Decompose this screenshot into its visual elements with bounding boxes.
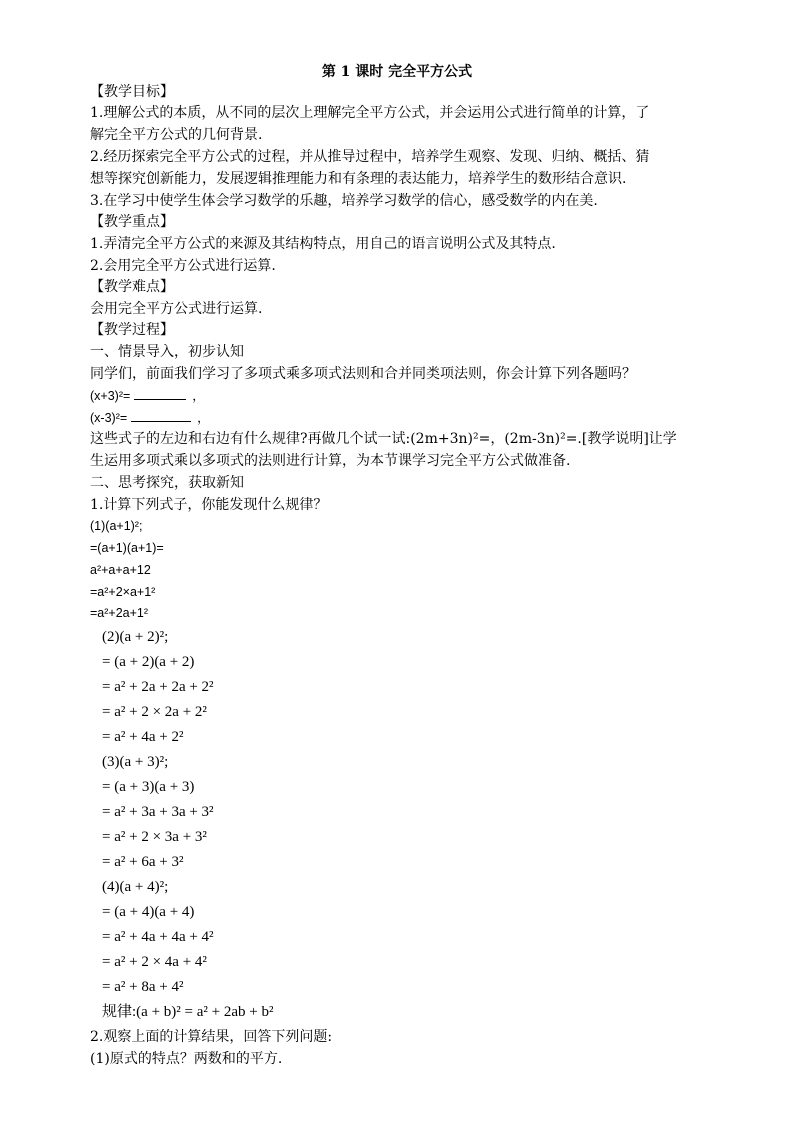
answer-blank	[131, 407, 191, 422]
paragraph-line: (1)原式的特点？两数和的平方.	[90, 1051, 283, 1067]
math-line: = a² + 2a + 2a + 2²	[102, 679, 214, 695]
paragraph-line: 解完全平方公式的几何背景.	[90, 127, 263, 143]
section-heading-key-points: 【教学重点】	[90, 214, 174, 230]
rule-formula: 规律:(a + b)² = a² + 2ab + b²	[102, 1004, 274, 1020]
exercise-expression: (x-3)²=	[90, 411, 128, 425]
math-line: = (a + 2)(a + 2)	[102, 654, 195, 670]
paragraph-line: 同学们，前面我们学习了多项式乘多项式法则和合并同类项法则，你会计算下列各题吗？	[90, 366, 636, 382]
math-line: = a² + 2 × 2a + 2²	[102, 704, 207, 720]
paragraph-line: 会用完全平方公式进行运算.	[90, 301, 263, 317]
formula-line: (1)(a+1)²;	[90, 519, 143, 533]
answer-blank	[134, 385, 186, 400]
subsection-heading: 二、思考探究，获取新知	[90, 475, 244, 491]
paragraph-line: 生运用多项式乘以多项式的法则进行计算，为本节课学习完全平方公式做准备.	[90, 453, 571, 469]
formula-line: a²+a+a+12	[90, 563, 151, 577]
math-line: = (a + 4)(a + 4)	[102, 904, 195, 920]
subsection-heading: 一、情景导入，初步认知	[90, 344, 244, 360]
paragraph-line: 2.经历探索完全平方公式的过程，并从推导过程中，培养学生观察、发现、归纳、概括、猜	[90, 149, 650, 165]
exercise-punct: ，	[197, 411, 210, 425]
math-line: = a² + 6a + 3²	[102, 854, 184, 870]
math-line: = a² + 3a + 3a + 3²	[102, 804, 214, 820]
paragraph-line: 这些式子的左边和右边有什么规律?再做几个试一试:(2m+3n)²=，(2m-3n)²=.[教学说明]让学	[90, 431, 677, 447]
exercise-expression: (x+3)²=	[90, 389, 131, 403]
paragraph-line: 3.在学习中使学生体会学习数学的乐趣，培养学习数学的信心，感受数学的内在美.	[90, 193, 598, 209]
math-line: = a² + 2 × 3a + 3²	[102, 829, 207, 845]
section-heading-process: 【教学过程】	[90, 322, 174, 338]
math-line: = a² + 4a + 2²	[102, 729, 184, 745]
math-line: = a² + 4a + 4a + 4²	[102, 929, 214, 945]
paragraph-line: 1.弄清完全平方公式的来源及其结构特点，用自己的语言说明公式及其特点.	[90, 236, 556, 252]
page-title: 第 1 课时 完全平方公式	[321, 64, 473, 80]
paragraph-line: 2.会用完全平方公式进行运算.	[90, 258, 276, 274]
formula-line: =(a+1)(a+1)=	[90, 541, 164, 555]
math-line: (2)(a + 2)²;	[102, 629, 169, 645]
exercise-line	[90, 384, 205, 408]
math-line: = (a + 3)(a + 3)	[102, 779, 195, 795]
math-line: = a² + 8a + 4²	[102, 979, 184, 995]
paragraph-line: 1.计算下列式子，你能发现什么规律？	[90, 497, 328, 513]
math-line: (3)(a + 3)²;	[102, 754, 169, 770]
paragraph-line: 1.理解公式的本质，从不同的层次上理解完全平方公式，并会运用公式进行简单的计算，了	[90, 105, 650, 121]
math-line: = a² + 2 × 4a + 4²	[102, 954, 207, 970]
paragraph-line: 想等探究创新能力，发展逻辑推理能力和有条理的表达能力，培养学生的数形结合意识.	[90, 171, 627, 187]
section-heading-difficulty: 【教学难点】	[90, 279, 174, 295]
formula-line: =a²+2×a+1²	[90, 585, 156, 599]
section-heading-objectives: 【教学目标】	[90, 84, 174, 100]
exercise-punct: ，	[192, 389, 205, 403]
paragraph-line: 2.观察上面的计算结果，回答下列问题:	[90, 1029, 333, 1045]
math-line: (4)(a + 4)²;	[102, 879, 169, 895]
formula-line: =a²+2a+1²	[90, 606, 149, 620]
